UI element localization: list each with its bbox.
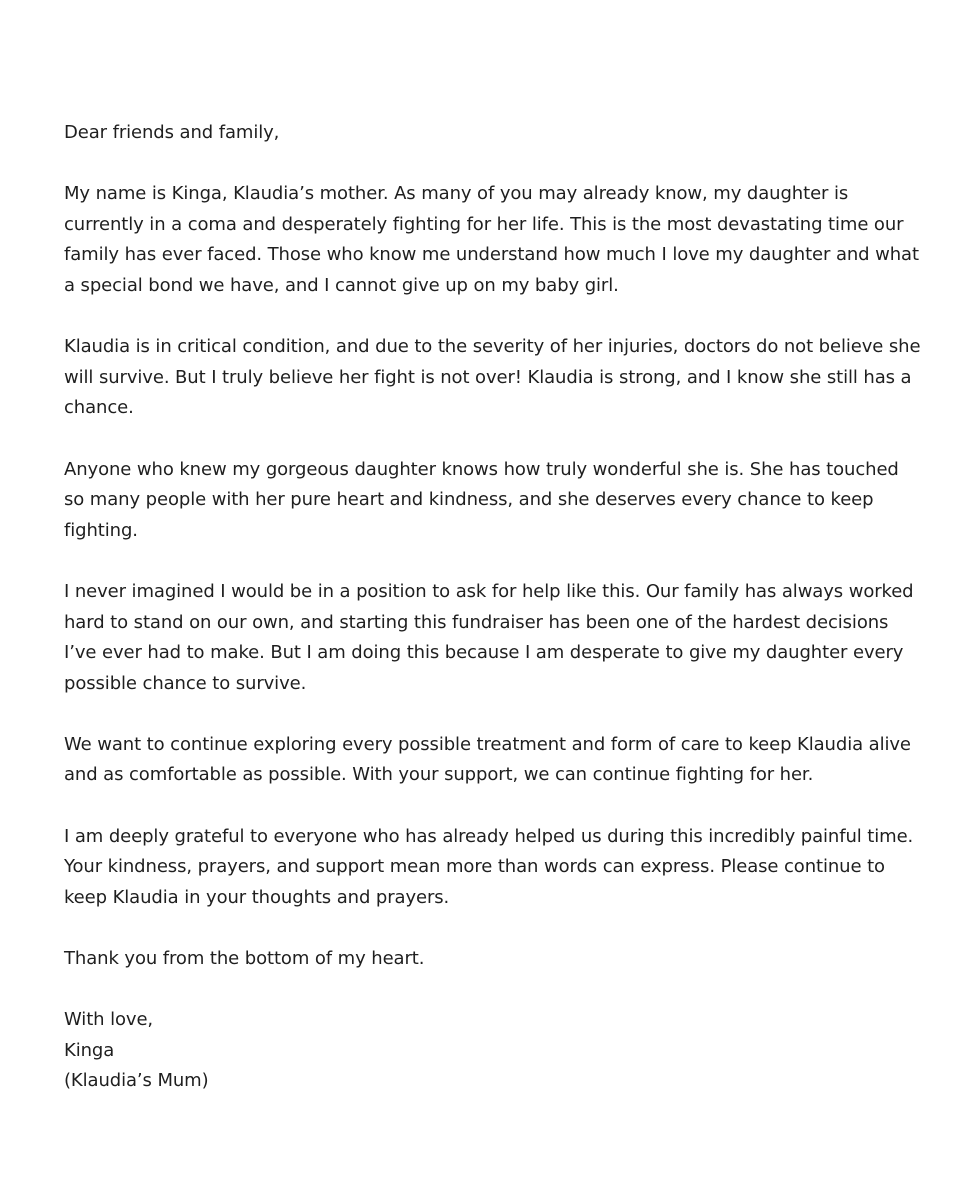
closing: With love, <box>64 1009 154 1031</box>
paragraph-treatment: We want to continue exploring every possible treatment and form of care to keep Klaudia alive and as comfortable as possible. With your support, we can continue fighting for her. <box>64 733 911 786</box>
paragraph-condition: Klaudia is in critical condition, and due to the severity of her injuries, doctors do not believe she will survive. But I truly believe her fight is not over! Klaudia is strong, and I know she still has a chance. <box>64 336 921 419</box>
paragraph-intro: My name is Kinga, Klaudia’s mother. As many of you may already know, my daughter is currently in a coma and desperately fighting for her life. This is the most devastating time our family has ever faced. Those who know me understand how much I love my daughter and what a special bond we have, and I cannot give up on my baby girl. <box>64 183 919 296</box>
signature-name: Kinga <box>64 1039 115 1061</box>
paragraph-thanks: Thank you from the bottom of my heart. <box>64 948 425 970</box>
letter-body <box>64 118 924 1097</box>
greeting: Dear friends and family, <box>64 122 280 143</box>
signature-note: (Klaudia’s Mum) <box>64 1070 209 1092</box>
paragraph-gratitude: I am deeply grateful to everyone who has already helped us during this incredibly painful time. Your kindness, prayers, and support mean more than words can express. Please continue to keep Klaudia in your thoughts and prayers. <box>64 825 914 908</box>
paragraph-about-daughter: Anyone who knew my gorgeous daughter knows how truly wonderful she is. She has touched so many people with her pure heart and kindness, and she deserves every chance to keep fighting. <box>64 458 899 541</box>
signature-block <box>64 1005 924 1097</box>
paragraph-request: I never imagined I would be in a position to ask for help like this. Our family has always worked hard to stand on our own, and starting this fundraiser has been one of the hardest decisions I’ve ever had to make. But I am doing this because I am desperate to give my daughter every possible chance to survive. <box>64 580 914 694</box>
